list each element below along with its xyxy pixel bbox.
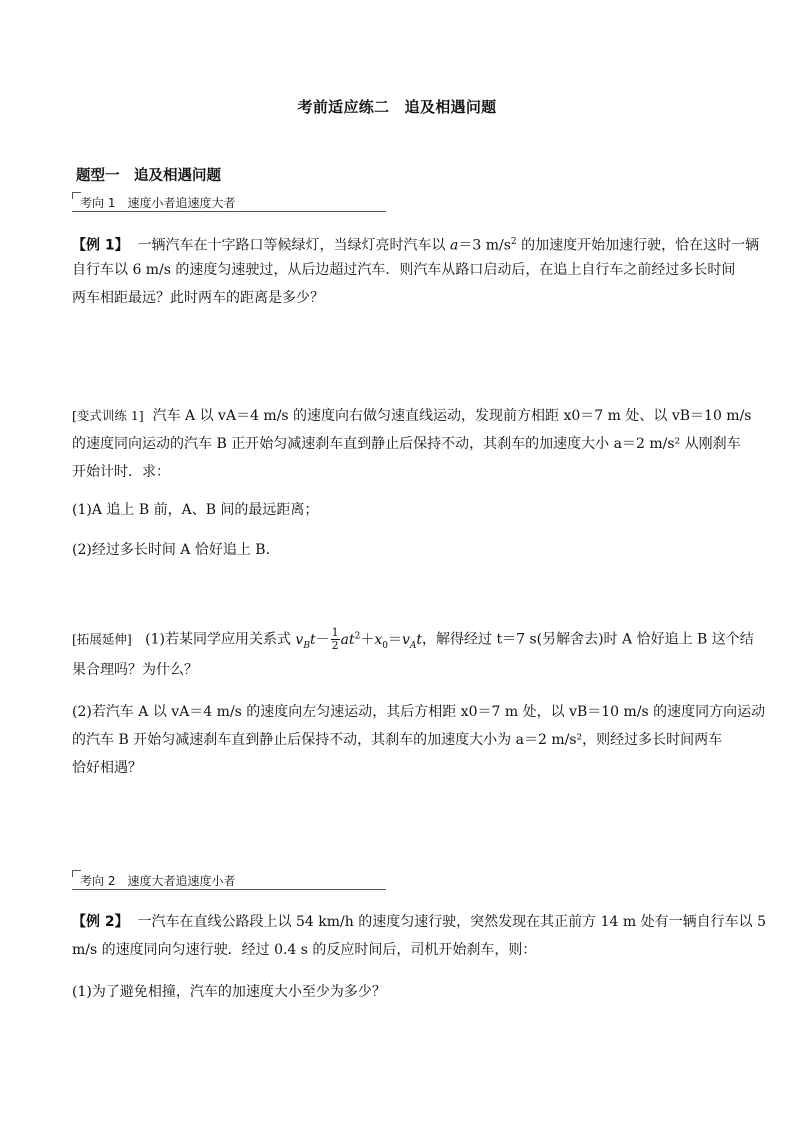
subheading-2-text: 考向 2 速度大者追速度小者	[80, 874, 236, 888]
extension-q2-line-1: (2)若汽车 A 以 vA＝4 m/s 的速度向左匀速运动，其后方相距 x0＝7 m 处，以 vB＝10 m/s 的速度同方向运动	[72, 704, 766, 720]
accel-symbol: a	[449, 237, 459, 254]
example-2-label: 【例 2】	[72, 914, 129, 930]
extension-q2-line-2: 的汽车 B 开始匀减速刹车直到静止后保持不动，其刹车的加速度大小为 a＝2 m/s²，则经过多长时间两车	[72, 732, 723, 748]
extension-label: [拓展延伸]	[72, 631, 132, 647]
example-1-label: 【例 1】	[72, 237, 129, 254]
extension-line-1: [拓展延伸] (1)若某同学应用关系式 $v_Bt-$ $\frac{1}{2}$ $at^2+x_0=v_At$，解得经过 t＝7 s(另解舍去)时 A 恰好追上 B 这个结	[72, 626, 754, 653]
section-heading: 题型一 追及相遇问题	[76, 168, 221, 184]
relation-formula: $v_Bt-$ $\frac{1}{2}$ $at^2+x_0=v_At$	[295, 626, 423, 653]
example-2-line-1: 【例 2】 一汽车在直线公路段上以 54 km/h 的速度匀速行驶，突然发现在其正前方 14 m 处有一辆自行车以 5	[72, 914, 766, 930]
variant-1-line-3: 开始计时．求：	[72, 464, 170, 480]
extension-q2-line-3: 恰好相遇？	[72, 760, 142, 776]
extension-line-2: 果合理吗？为什么？	[72, 662, 198, 678]
variant-1-label: [变式训练 1]	[72, 408, 144, 423]
variant-1-question-1: (1)A 追上 B 前，A、B 间的最远距离；	[72, 502, 319, 518]
example-1-line-3: 两车相距最远？此时两车的距离是多少？	[72, 290, 324, 306]
example-1-line-2: 自行车以 6 m/s 的速度匀速驶过，从后边超过汽车．则汽车从路口启动后，在追上自行车之前经过多长时间	[72, 262, 736, 278]
example-2-line-2: m/s 的速度同向匀速行驶．经过 0.4 s 的反应时间后，司机开始刹车，则：	[72, 942, 537, 958]
page-title: 考前适应练二 追及相遇问题	[297, 98, 497, 116]
variant-1-line-1: [变式训练 1] 汽车 A 以 vA＝4 m/s 的速度向右做匀速直线运动，发现前方相距 x0＝7 m 处、以 vB＝10 m/s	[72, 408, 752, 424]
subheading-1-text: 考向 1 速度小者追速度大者	[80, 196, 236, 210]
subheading-2	[72, 870, 386, 890]
subheading-1	[72, 192, 386, 212]
example-1-line-1: 【例 1】 一辆汽车在十字路口等候绿灯，当绿灯亮时汽车以 a＝3 $m/s^2$ 的加速度开始加速行驶，恰在这时一辆	[72, 237, 760, 254]
example-2-question-1: (1)为了避免相撞，汽车的加速度大小至少为多少？	[72, 984, 386, 1000]
variant-1-question-2: (2)经过多长时间 A 恰好追上 B.	[72, 542, 271, 558]
variant-1-line-2: 的速度同向运动的汽车 B 正开始匀减速刹车直到静止后保持不动，其刹车的加速度大小 a＝2 m/s² 从刚刹车	[72, 436, 741, 452]
half-fraction: $\frac{1}{2}$	[331, 626, 339, 653]
